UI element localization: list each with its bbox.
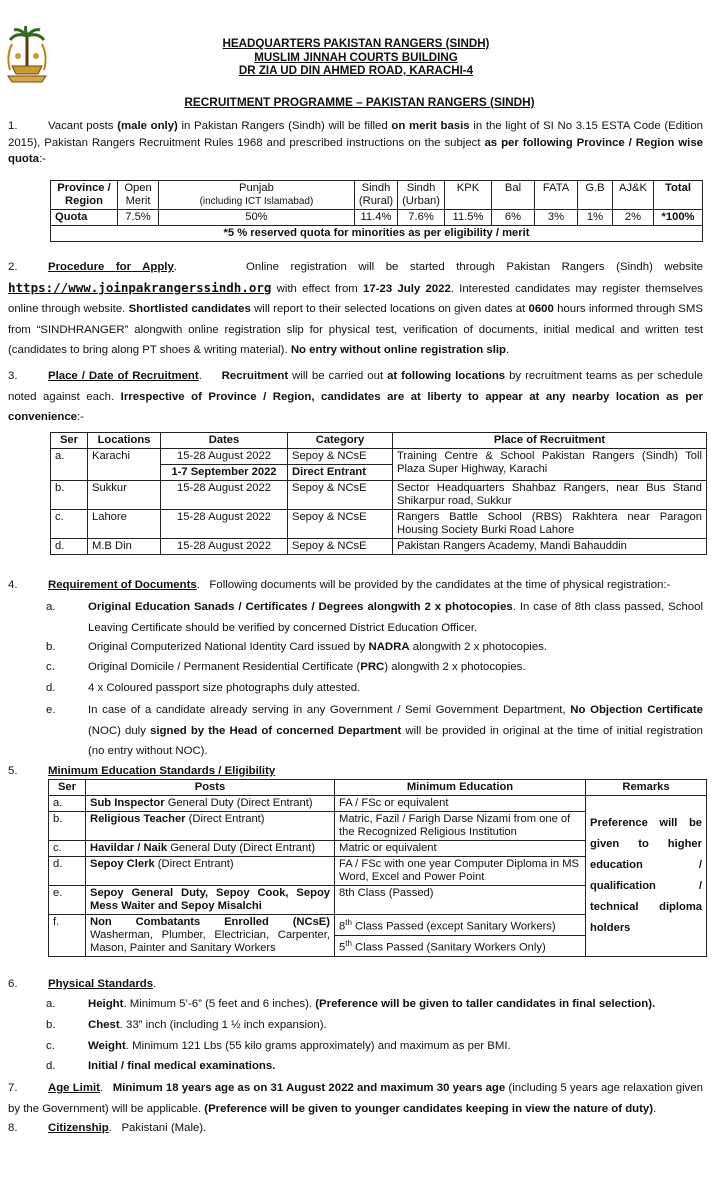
quota-note-row: [51, 226, 703, 242]
quota-col-sindh-rural: Sindh (Rural): [354, 181, 397, 210]
text: alongwith 2 x photocopies.: [409, 641, 548, 653]
text: . In case of 8th class passed, School Leaving Certificate should be verified by concerned District Education Officer.: [88, 601, 703, 634]
locations-header-row: [51, 433, 707, 449]
physical-item-a: [46, 996, 703, 1013]
doc-item-d: [46, 680, 703, 697]
para-heading: Minimum Education Standards / Eligibility: [48, 765, 276, 777]
minority-quota-note: *5 % reserved quota for minorities as per eligibility / merit: [51, 226, 703, 242]
post-cell: [86, 841, 335, 857]
paragraph-1: [8, 118, 703, 168]
quota-col-ajk: AJ&K: [613, 181, 654, 210]
doc-item-a: [46, 597, 703, 638]
text: Initial / final medical examinations.: [88, 1060, 276, 1072]
ser-cell: a.: [49, 796, 86, 812]
education-header-row: [49, 780, 707, 796]
post-cell: [86, 886, 335, 915]
text: :-: [77, 411, 84, 423]
text: General Duty (Direct Entrant): [164, 797, 313, 809]
text: (including ICT Islamabad): [199, 196, 314, 207]
website-link[interactable]: https://www.joinpakrangerssindh.org: [8, 279, 272, 295]
text: PRC: [360, 661, 385, 673]
quota-col-open-merit: Open Merit: [118, 181, 159, 210]
para-number: 4.: [8, 579, 18, 591]
education-cell: FA / FSc with one year Computer Diploma in MS Word, Excel and Power Point: [335, 857, 586, 886]
text: Original Domicile / Permanent Residential Certificate (: [88, 661, 361, 673]
col-header: Place of Recruitment: [393, 433, 707, 449]
col-header: Category: [288, 433, 393, 449]
text: Pakistani (Male).: [121, 1122, 207, 1134]
text: with effect from: [271, 282, 364, 295]
quota-col-total: Total: [654, 181, 703, 210]
education-cell: 8th Class (Passed): [335, 886, 586, 915]
post-cell: [86, 796, 335, 812]
text: by recruitment teams as per schedule noted against each.: [8, 370, 703, 403]
quota-value-row: [51, 210, 703, 226]
quota-value: 7.5%: [118, 210, 159, 226]
item-letter: d.: [46, 682, 56, 694]
text: (male only): [117, 120, 178, 132]
text: 4 x Coloured passport size photographs duly attested.: [88, 682, 361, 694]
header-line-1: HEADQUARTERS PAKISTAN RANGERS (SINDH): [222, 37, 490, 50]
quota-col-gb: G.B: [578, 181, 613, 210]
para-number: 2.: [8, 261, 18, 273]
text: General Duty (Direct Entrant): [167, 842, 316, 854]
text: Vacant posts: [48, 120, 118, 132]
education-cell: Matric or equivalent: [335, 841, 586, 857]
province-region-header: Province / Region: [51, 181, 118, 210]
category-cell: Sepoy & NCsE: [288, 481, 393, 510]
location-cell: Lahore: [88, 510, 161, 539]
item-letter: b.: [46, 1019, 56, 1031]
col-header: Ser: [49, 780, 86, 796]
para-number: 6.: [8, 978, 18, 990]
text: .: [505, 344, 510, 356]
text: will be provided in original at the time of initial registration (no entry without NOC).: [88, 724, 704, 757]
text: th: [345, 918, 352, 927]
location-row: [51, 510, 707, 539]
category-cell: Sepoy & NCsE: [288, 539, 393, 555]
text: No Objection Certificate: [570, 704, 703, 716]
rangers-emblem-logo: [2, 26, 52, 84]
text: Sepoy General Duty, Sepoy Cook, Sepoy Mess Waiter and Sepoy Misalchi: [90, 887, 330, 912]
para-number: 7.: [8, 1082, 18, 1094]
col-header: Minimum Education: [335, 780, 586, 796]
date-cell: 15-28 August 2022: [161, 510, 288, 539]
quota-col-punjab: [159, 181, 355, 210]
education-cell: [335, 936, 586, 957]
remarks-cell: Preference will be given to higher education / qualification / technical diploma holders: [586, 796, 707, 957]
ser-cell: e.: [49, 886, 86, 915]
paragraph-3: 3. Place / Date of Recruitment. Recruitment will be carried out at following locations by recruitment teams as per schedule noted against each. Irrespective of Province / Region, candidates are at liberty to appear at any nearby location as per convenience:-: [8, 366, 703, 428]
paragraph-4: 4. Requirement of Documents. Following documents will be provided by the candidates at the time of physical registration:-: [8, 577, 703, 594]
place-cell: Pakistan Rangers Academy, Mandi Bahauddin: [393, 539, 707, 555]
quota-col-sindh-urban: Sindh (Urban): [398, 181, 445, 210]
text: Weight: [88, 1040, 126, 1052]
col-header: Remarks: [586, 780, 707, 796]
text: No entry without online registration slip: [290, 344, 506, 356]
col-header: Ser: [51, 433, 88, 449]
item-letter: c.: [46, 1040, 55, 1052]
text: In case of a candidate already serving in any Government / Semi Government Department,: [88, 704, 571, 716]
doc-item-b: [46, 639, 703, 656]
text: Chest: [88, 1019, 120, 1031]
text: (Direct Entrant): [154, 858, 234, 870]
text: will report to their selected locations on given dates at: [250, 303, 529, 315]
quota-value: 6%: [492, 210, 535, 226]
text: 0600: [528, 303, 554, 315]
text: at following locations: [387, 370, 506, 382]
text: (including 5 years age relaxation given by the Government) will be applicable.: [8, 1082, 703, 1115]
ser-cell: f.: [49, 915, 86, 957]
text: Irrespective of Province / Region, candidates are at liberty to appear at any nearby location as per convenience: [8, 390, 703, 423]
col-header: Posts: [86, 780, 335, 796]
text: in the light of SI No 3.15 ESTA Code (Edition 2015), Pakistan Rangers Recruitment Rules 1968 and prescribed instructions on the subject: [8, 120, 704, 149]
physical-item-c: [46, 1038, 703, 1055]
quota-value: 7.6%: [398, 210, 445, 226]
text: signed by the Head of concerned Department: [150, 724, 402, 737]
date-cell: 15-28 August 2022: [161, 539, 288, 555]
quota-col-fata: FATA: [535, 181, 578, 210]
para-number: 5.: [8, 765, 18, 777]
item-letter: a.: [46, 601, 56, 613]
para-number: 1.: [8, 120, 18, 132]
doc-item-e: [46, 700, 703, 762]
document-title: RECRUITMENT PROGRAMME – PAKISTAN RANGERS (SINDH): [184, 95, 535, 109]
doc-item-c: [46, 659, 703, 676]
physical-item-d: [46, 1058, 703, 1075]
date-cell: 15-28 August 2022: [161, 481, 288, 510]
para-heading: Physical Standards: [48, 978, 154, 990]
quota-value: 11.5%: [445, 210, 492, 226]
place-cell: Sector Headquarters Shahbaz Rangers, near Bus Stand Shikarpur road, Sukkur: [393, 481, 707, 510]
text: Height: [88, 998, 124, 1010]
quota-value: 3%: [535, 210, 578, 226]
ser-cell: c.: [51, 510, 88, 539]
text: Punjab: [239, 182, 274, 194]
text: NADRA: [368, 641, 410, 653]
text: Non Combatants Enrolled (NCsE): [90, 916, 330, 928]
location-row: [51, 481, 707, 510]
text: Original Computerized National Identity Card issued by: [88, 641, 369, 653]
para-heading: Requirement of Documents: [48, 579, 197, 591]
post-cell: [86, 812, 335, 841]
ser-cell: d.: [51, 539, 88, 555]
para-heading: Procedure for Apply: [48, 261, 174, 273]
paragraph-2: 2. Procedure for Apply. Online registration will be started through Pakistan Rangers (Sindh) website https://www.joinpakrangerssindh.org with effect from 17-23 July 2022. Interested candidates may register themselves online through website. Shortlisted candidates will report to their selected locations on given dates at 0600 hours informed through SMS from “SINDHRANGER” alongwith online registration slip for physical test, verification of documents, initial medical and written test (candidates to bring along PT shoes & writing material). No entry without online registration slip.: [8, 257, 703, 361]
text: Recruitment: [221, 370, 289, 382]
header-line-3: DR ZIA UD DIN AHMED ROAD, KARACHI-4: [238, 64, 474, 77]
text: . Interested candidates may register themselves online through website.: [8, 282, 703, 315]
place-cell: Training Centre & School Pakistan Rangers (Sindh) Toll Plaza Super Highway, Karachi: [393, 449, 707, 481]
text: 8: [339, 920, 346, 933]
text: Shortlisted candidates: [128, 303, 251, 315]
ser-cell: c.: [49, 841, 86, 857]
quota-value: 11.4%: [354, 210, 397, 226]
item-letter: d.: [46, 1060, 56, 1072]
post-cell: [86, 857, 335, 886]
text: (Preference will be given to younger candidates keeping in view the nature of duty): [204, 1102, 654, 1115]
para-heading: Place / Date of Recruitment: [48, 370, 199, 382]
ser-cell: b.: [49, 812, 86, 841]
place-cell: Rangers Battle School (RBS) Rakhtera near Paragon Housing Society Burki Road Lahore: [393, 510, 707, 539]
text: Religious Teacher: [90, 813, 186, 825]
ser-cell: d.: [49, 857, 86, 886]
location-cell: Sukkur: [88, 481, 161, 510]
locations-table: [50, 432, 707, 555]
text: (Direct Entrant): [185, 813, 265, 825]
text: Havildar / Naik: [90, 842, 168, 854]
quota-header-row: [51, 181, 703, 210]
text: will be carried out: [288, 370, 388, 382]
physical-item-b: [46, 1017, 703, 1034]
location-row: [51, 539, 707, 555]
ser-cell: a.: [51, 449, 88, 481]
text: Class Passed (except Sanitary Workers): [351, 920, 556, 933]
text: Following documents will be provided by the candidates at the time of physical registration:-: [209, 579, 671, 591]
text: as per following Province / Region wise quota: [8, 136, 703, 166]
text: in Pakistan Rangers (Sindh) will be filled: [177, 120, 392, 132]
text: on merit basis: [391, 120, 470, 132]
education-row: [49, 796, 707, 812]
item-letter: a.: [46, 998, 56, 1010]
quota-value: 2%: [613, 210, 654, 226]
item-letter: c.: [46, 661, 55, 673]
paragraph-5: [8, 763, 703, 780]
col-header: Dates: [161, 433, 288, 449]
quota-value: 1%: [578, 210, 613, 226]
text: :-: [39, 153, 46, 166]
location-cell: M.B Din: [88, 539, 161, 555]
quota-label: Quota: [51, 210, 118, 226]
paragraph-7: 7. Age Limit. Minimum 18 years age as on 31 August 2022 and maximum 30 years age (including 5 years age relaxation given by the Government) will be applicable. (Preference will be given to younger candidates keeping in view the nature of duty).: [8, 1078, 703, 1119]
education-table: [48, 779, 707, 957]
para-heading: Citizenship: [48, 1122, 109, 1134]
text: . Minimum 5’-6” (5 feet and 6 inches).: [123, 998, 316, 1010]
date-cell: 15-28 August 2022: [161, 449, 288, 465]
quota-value: 50%: [159, 210, 355, 226]
text: Minimum 18 years age as on 31 August 2022 and maximum 30 years age: [112, 1082, 506, 1094]
para-number: 3.: [8, 370, 18, 382]
para-number: 8.: [8, 1122, 18, 1134]
quota-table: [50, 180, 703, 242]
quota-total-value: *100%: [654, 210, 703, 226]
para-heading: Age Limit: [48, 1082, 100, 1094]
headquarters-header: [60, 37, 652, 78]
paragraph-8: 8. Citizenship. Pakistani (Male).: [8, 1120, 703, 1137]
education-cell: Matric, Fazil / Farigh Darse Nizami from one of the Recognized Religious Institution: [335, 812, 586, 841]
text: hours informed through SMS from “SINDHRANGER” alongwith online registration slip for physical test, verification of documents, initial medical and written test (candidates to bring along PT shoes & writing material).: [8, 303, 703, 356]
location-row: [51, 449, 707, 465]
category-cell: Sepoy & NCsE: [288, 449, 393, 465]
text: Sub Inspector: [90, 797, 165, 809]
text: Online registration will be started through Pakistan Rangers (Sindh) website: [246, 261, 703, 273]
quota-col-kpk: KPK: [445, 181, 492, 210]
text: th: [345, 939, 352, 948]
text: Sepoy Clerk: [90, 858, 155, 870]
text: Washerman, Plumber, Electrician, Carpenter, Mason, Painter and Sanitary Workers: [90, 929, 330, 954]
text: . 33” inch (including 1 ½ inch expansion).: [119, 1019, 327, 1031]
item-letter: b.: [46, 641, 56, 653]
text: Class Passed (Sanitary Workers Only): [351, 941, 546, 954]
paragraph-6: 6. Physical Standards.: [8, 976, 703, 993]
text: . Minimum 121 Lbs (55 kilo grams approximately) and maximum as per BMI.: [125, 1040, 511, 1052]
text: .: [653, 1102, 657, 1115]
education-cell: FA / FSc or equivalent: [335, 796, 586, 812]
category-cell: Direct Entrant: [288, 465, 393, 481]
text: Original Education Sanads / Certificates / Degrees alongwith 2 x photocopies: [88, 601, 513, 613]
text: (NOC) duly: [88, 724, 151, 737]
text: 17-23 July 2022: [363, 282, 451, 295]
post-cell: [86, 915, 335, 957]
item-letter: e.: [46, 704, 56, 716]
text: (Preference will be given to taller candidates in final selection).: [315, 998, 656, 1010]
quota-col-bal: Bal: [492, 181, 535, 210]
date-cell: 1-7 September 2022: [161, 465, 288, 481]
education-cell: [335, 915, 586, 936]
text: ) alongwith 2 x photocopies.: [384, 661, 526, 673]
col-header: Locations: [88, 433, 161, 449]
text: 5: [339, 941, 346, 954]
ser-cell: b.: [51, 481, 88, 510]
category-cell: Sepoy & NCsE: [288, 510, 393, 539]
header-line-2: MUSLIM JINNAH COURTS BUILDING: [254, 50, 458, 64]
location-cell: Karachi: [88, 449, 161, 481]
